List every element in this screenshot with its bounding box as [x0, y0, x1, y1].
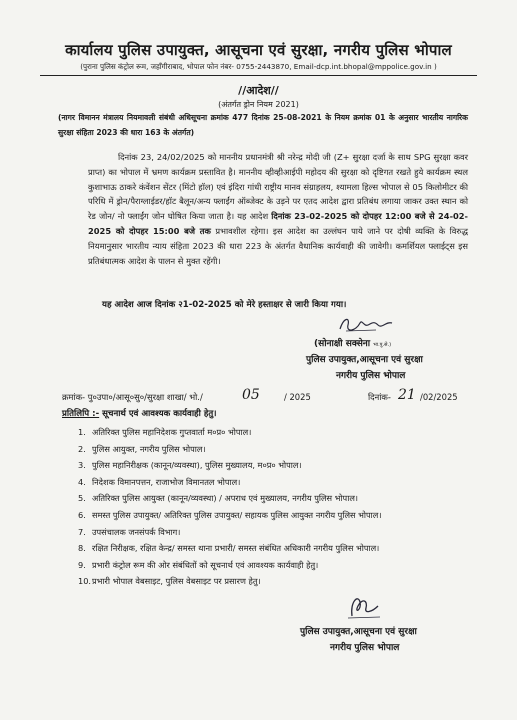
order-body-text-2: प्रभावशील रहेगा। इस आदेश का उल्लंघन पाये जाने पर दोषी व्यक्ति के विरुद्ध नियमानुसार भारतीय न्याय संहिता 2023 की धारा 223 के अंतर्गत वैधानिक कार्यवाही की जावेगी। कमर्शियल फ्लाईट्स इस प्रतिबंधात्मक आदेश के पालन से मुक्त रहेंगी।: [88, 225, 469, 266]
copy-to-list: [78, 424, 381, 590]
office-address: (पुराना पुलिस कंट्रोल रूम, जहाँगीराबाद, भोपाल फोन नंबर- 0755-2443870, Email-dcp.int.bhopal@mppolice.gov.in ): [40, 62, 477, 76]
signatory-suffix: भा.पु.से.): [373, 342, 392, 348]
order-body-text: दिनांक 23, 24/02/2025 को माननीय प्रधानमंत्री श्री नरेन्द्र मोदी जी (Z+ सुरक्षा दर्जा के साथ SPG सुरक्षा कवर प्राप्त) का भोपाल में भ्रमण कार्यक्रम प्रस्तावित है। माननीय व्हीव्हीआईपी महोदय की सुरक्षा को दृष्टिगत रखते हुये कार्यक्रम स्थल कुशाभाऊ ठाकरे कंवेंशन सेंटर (मिंटो हॉल) एवं इंदिरा गांधी राष्ट्रीय मानव संग्राहलय, श्यामला हिल्स भोपाल से 05 किलोमीटर की परिधि में ड्रोन/पैराग्लाईडर/हॉट बैलून/अन्य फ्लाईंग ऑब्जेक्ट के उड़ने पर एतद आदेश द्वारा प्रतिबंध लगाया जाकर उक्त स्थान को रेड जोन/ नो फ्लाईंग जोन घोषित किया जाता है। यह आदेश: [88, 152, 468, 222]
list-item: 9. प्रभारी कंट्रोल रूम की ओर संबंधितों को सूचनार्थ एवं आवश्यक कार्यवाही हेतु।: [78, 559, 319, 570]
ref-year: / 2025: [284, 392, 311, 402]
list-item: 6. समस्त पुलिस उपायुक्त/ अतिरिक्त पुलिस उपायुक्त/ सहायक पुलिस आयुक्त नगरीय पुलिस भोपाल।: [78, 509, 382, 520]
ref-date-label: दिनांक-: [368, 392, 391, 402]
ref-date-rest: /02/2025: [420, 392, 458, 402]
signatory-2-city: नगरीय पुलिस भोपाल: [330, 643, 400, 653]
signatory-city: नगरीय पुलिस भोपाल: [336, 371, 406, 381]
signature-mark-2: [344, 592, 384, 622]
order-body: [88, 150, 468, 268]
signatory-2-designation: पुलिस उपायुक्त,आसूचना एवं सुरक्षा: [300, 627, 417, 637]
signatory-designation: पुलिस उपायुक्त,आसूचना एवं सुरक्षा: [306, 355, 423, 365]
list-item: 8. रक्षित निरीक्षक, रक्षित केन्द्र/ समस्त थाना प्रभारी/ समस्त संबंधित अधिकारी नगरीय पुलिस भोपाल।: [78, 543, 380, 554]
list-item: 4. निदेशक विमानपत्तन, राजाभोज विमानतल भोपाल।: [78, 476, 241, 487]
copy-to-text: सूचनार्थ एवं आवश्यक कार्यवाही हेतु।: [102, 409, 217, 419]
reference-note: (नागर विमानन मंत्रालय नियमावली संबंधी अधिसूचना क्रमांक 477 दिनांक 25-08-2021 के नियम क्रमांक 01 के अनुसार भारतीय नागरिक सुरक्षा संहिता 2023 की धारा 163 के अंतर्गत): [58, 113, 468, 137]
ref-prefix: क्रमांक- पु०उपा०/आसू०सु०/सुरक्षा शाखा/ भो./: [62, 392, 203, 402]
list-item: 1. अतिरिक्त पुलिस महानिदेशक गुप्तवार्ता म०प्र० भोपाल।: [78, 427, 252, 437]
issue-line: यह आदेश आज दिनांक २1-02-2025 को मेरे हस्ताक्षर से जारी किया गया।: [102, 300, 347, 310]
office-title: कार्यालय पुलिस उपायुक्त, आसूचना एवं सुरक्षा, नगरीय पुलिस भोपाल: [65, 41, 452, 59]
order-heading: //आदेश//: [238, 84, 279, 97]
under-rule-note: (अंतर्गत ड्रोन नियम 2021): [218, 100, 299, 109]
signatory-name: (सोनाक्षी सक्सेना भा.पु.से.): [314, 339, 392, 349]
copy-to-label: प्रतिलिपि :-: [62, 409, 100, 419]
list-item: 2. पुलिस आयुक्त, नगरीय पुलिस भोपाल।: [78, 443, 206, 454]
list-item: 7. उपसंचालक जनसंपर्क विभाग।: [78, 526, 181, 537]
order-body-bold: दिनांक 23-02-2025 को दोपहर 12:00 बजे से 24-02-2025 को दोपहर 15:00 बजे तक: [88, 211, 469, 236]
list-item: 3. पुलिस महानिरीक्षक (कानून/व्यवस्था), पुलिस मुख्यालय, म०प्र० भोपाल।: [78, 460, 302, 471]
list-item: 10.प्रभारी भोपाल वेबसाइट, पुलिस वेबसाइट पर प्रसारण हेतु।: [78, 576, 261, 587]
signature-mark: [336, 313, 396, 335]
list-item: 5. अतिरिक्त पुलिस आयुक्त (कानून/व्यवस्था) / अपराध एवं मुख्यालय, नगरीय पुलिस भोपाल।: [78, 493, 358, 504]
copy-to-line: [62, 407, 217, 419]
ref-date-day: 21: [398, 387, 416, 403]
ref-number: 05: [242, 387, 260, 403]
